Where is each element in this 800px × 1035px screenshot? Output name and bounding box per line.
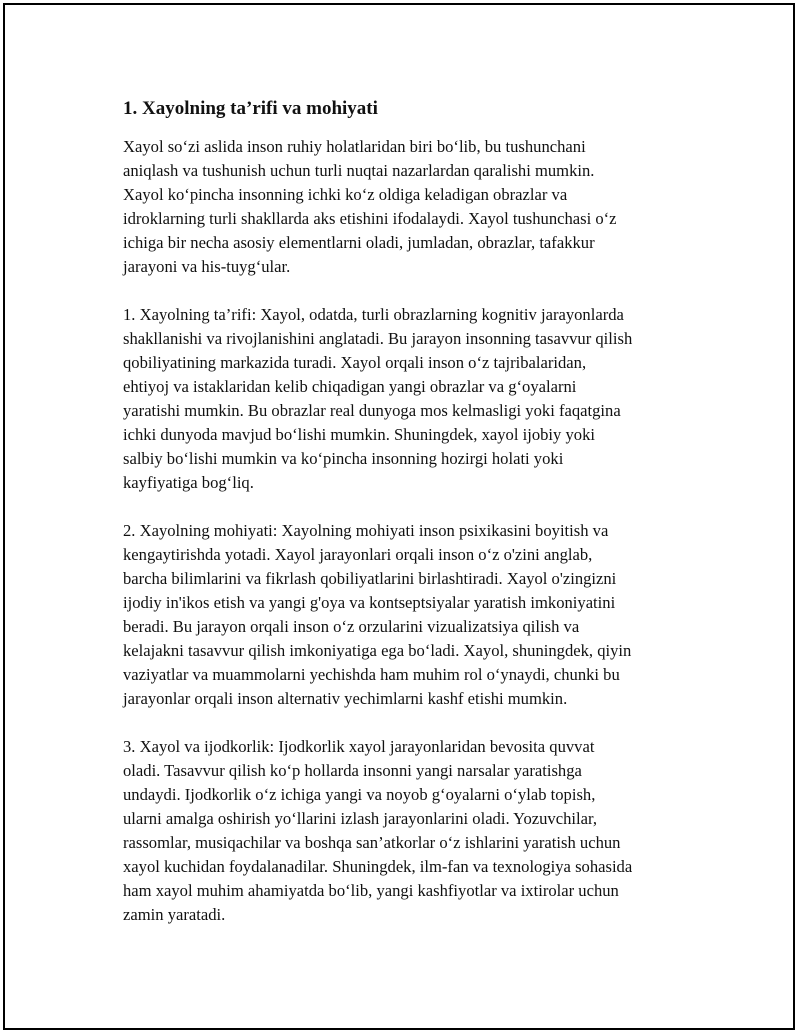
text-line: yaratishi mumkin. Bu obrazlar real dunyoga mos kelmasligi yoki faqatgina bbox=[123, 401, 621, 420]
document-body bbox=[123, 97, 693, 951]
paragraph-container bbox=[123, 135, 693, 927]
section-heading: 1. Xayolning ta’rifi va mohiyati bbox=[123, 98, 378, 119]
text-line: aniqlash va tushunish uchun turli nuqtai nazarlardan qaralishi mumkin. bbox=[123, 161, 595, 180]
text-line: kayfiyatiga bog‘liq. bbox=[123, 473, 254, 492]
text-line: jarayonlar orqali inson alternativ yechimlarni kashf etishi mumkin. bbox=[123, 689, 568, 708]
text-line: rassomlar, musiqachilar va boshqa san’atkorlar o‘z ishlarini yaratish uchun bbox=[123, 833, 621, 852]
text-line: beradi. Bu jarayon orqali inson o‘z orzularini vizualizatsiya qilish va bbox=[123, 617, 580, 636]
text-line: 1. Xayolning ta’rifi: Xayol, odatda, turli obrazlarning kognitiv jarayonlarda bbox=[123, 305, 624, 324]
text-line: qobiliyatining markazida turadi. Xayol orqali inson o‘z tajribalaridan, bbox=[123, 353, 587, 372]
text-line: ichiga bir necha asosiy elementlarni oladi, jumladan, obrazlar, tafakkur bbox=[123, 233, 595, 252]
text-line: oladi. Tasavvur qilish ko‘p hollarda insonni yangi narsalar yaratishga bbox=[123, 761, 582, 780]
text-line: ularni amalga oshirish yo‘llarini izlash jarayonlarini oladi. Yozuvchilar, bbox=[123, 809, 597, 828]
text-line: Xayol ko‘pincha insonning ichki ko‘z oldiga keladigan obrazlar va bbox=[123, 185, 568, 204]
text-line: kengaytirishda yotadi. Xayol jarayonlari orqali inson o‘z o'zini anglab, bbox=[123, 545, 593, 564]
paragraph bbox=[123, 735, 693, 927]
text-line: ichki dunyoda mavjud bo‘lishi mumkin. Shuningdek, xayol ijobiy yoki bbox=[123, 425, 595, 444]
text-line: undaydi. Ijodkorlik o‘z ichiga yangi va noyob g‘oyalarni o‘ylab topish, bbox=[123, 785, 596, 804]
text-line: idroklarning turli shakllarda aks etishini ifodalaydi. Xayol tushunchasi o‘z bbox=[123, 209, 617, 228]
text-line: vaziyatlar va muammolarni yechishda ham muhim rol o‘ynaydi, chunki bu bbox=[123, 665, 620, 684]
text-line: barcha bilimlarini va fikrlash qobiliyatlarini birlashtiradi. Xayol o'zingizni bbox=[123, 569, 617, 588]
text-line: zamin yaratadi. bbox=[123, 905, 226, 924]
paragraph bbox=[123, 303, 693, 495]
text-line: xayol kuchidan foydalanadilar. Shuningdek, ilm-fan va texnologiya sohasida bbox=[123, 857, 633, 876]
text-line: 2. Xayolning mohiyati: Xayolning mohiyati inson psixikasini boyitish va bbox=[123, 521, 609, 540]
page-border bbox=[3, 3, 795, 1030]
text-line: salbiy bo‘lishi mumkin va ko‘pincha insonning hozirgi holati yoki bbox=[123, 449, 564, 468]
text-line: kelajakni tasavvur qilish imkoniyatiga ega bo‘ladi. Xayol, shuningdek, qiyin bbox=[123, 641, 632, 660]
text-line: ehtiyoj va istaklaridan kelib chiqadigan yangi obrazlar va g‘oyalarni bbox=[123, 377, 577, 396]
text-line: jarayoni va his-tuyg‘ular. bbox=[123, 257, 291, 276]
text-line: ham xayol muhim ahamiyatda bo‘lib, yangi kashfiyotlar va ixtirolar uchun bbox=[123, 881, 619, 900]
paragraph bbox=[123, 519, 693, 711]
paragraph bbox=[123, 135, 693, 279]
text-line: 3. Xayol va ijodkorlik: Ijodkorlik xayol jarayonlaridan bevosita quvvat bbox=[123, 737, 595, 756]
text-line: shakllanishi va rivojlanishini anglatadi. Bu jarayon insonning tasavvur qilish bbox=[123, 329, 633, 348]
text-line: Xayol so‘zi aslida inson ruhiy holatlaridan biri bo‘lib, bu tushunchani bbox=[123, 137, 586, 156]
text-line: ijodiy in'ikos etish va yangi g'oya va kontseptsiyalar yaratish imkoniyatini bbox=[123, 593, 616, 612]
